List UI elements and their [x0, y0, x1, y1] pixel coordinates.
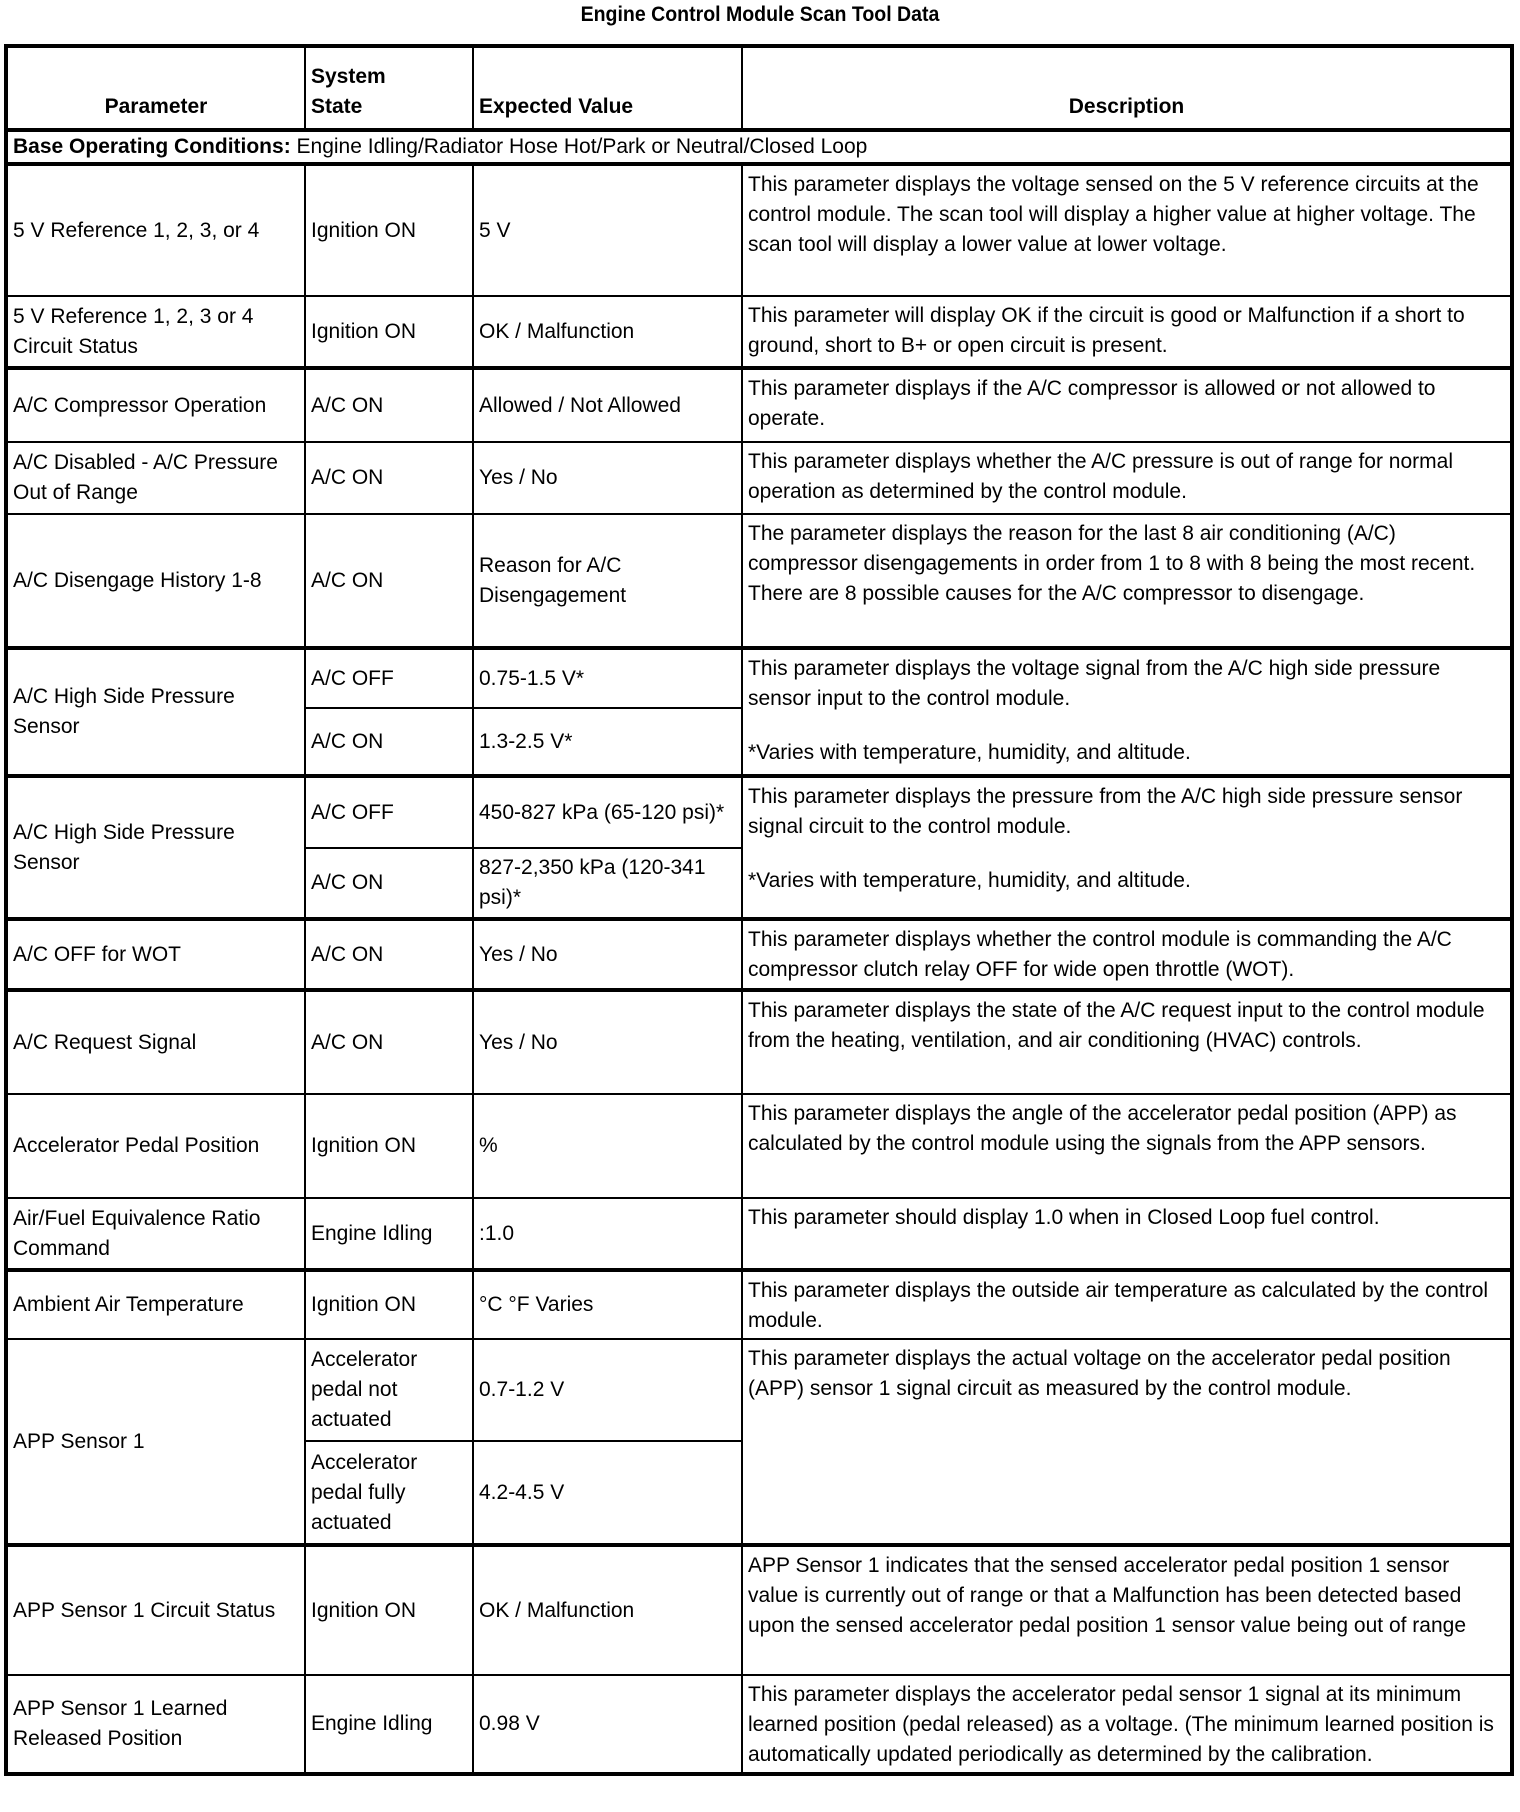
system-state-cell: Accelerator pedal not actuated — [305, 1339, 473, 1441]
description-cell — [742, 1675, 1512, 1774]
header-system-state-line1: System — [311, 65, 386, 88]
table-row — [6, 990, 1512, 1094]
table-row — [6, 1198, 1512, 1270]
expected-value-cell: 0.75-1.5 V* — [473, 648, 742, 708]
parameter-cell: A/C OFF for WOT — [6, 919, 305, 990]
expected-value-cell: Allowed / Not Allowed — [473, 368, 742, 442]
base-conditions-label: Base Operating Conditions: — [13, 135, 291, 158]
description-text: This parameter displays the pressure from the A/C high side pressure sensor signal circuit to the control module. — [748, 785, 1463, 838]
expected-value-cell: :1.0 — [473, 1198, 742, 1270]
description-text: This parameter displays the state of the A/C request input to the control module from the heating, ventilation, and air conditioning (HVAC) controls. — [748, 999, 1485, 1052]
system-state-cell: A/C OFF — [305, 776, 473, 848]
table-row — [6, 368, 1512, 442]
description-cell — [742, 990, 1512, 1094]
scan-tool-data-table — [4, 44, 1514, 1776]
system-state-cell: A/C ON — [305, 919, 473, 990]
description-cell — [742, 1198, 1512, 1270]
system-state-cell: Ignition ON — [305, 164, 473, 296]
table-row — [6, 648, 1512, 708]
system-state-cell: A/C ON — [305, 442, 473, 514]
system-state-cell: A/C ON — [305, 514, 473, 648]
table-row — [6, 164, 1512, 296]
description-text: This parameter displays the outside air temperature as calculated by the control module. — [748, 1279, 1489, 1332]
table-header-row — [6, 46, 1512, 130]
expected-value-cell: Reason for A/C Disengagement — [473, 514, 742, 648]
system-state-cell: Ignition ON — [305, 296, 473, 368]
system-state-cell: A/C ON — [305, 848, 473, 919]
header-system-state — [305, 46, 473, 130]
table-row — [6, 296, 1512, 368]
description-cell — [742, 442, 1512, 514]
system-state-cell: A/C ON — [305, 708, 473, 776]
description-text: APP Sensor 1 indicates that the sensed accelerator pedal position 1 sensor value is currently out of range or that a Malfunction has been detected based upon the sensed accelerator pedal position 1 sensor value being out of range — [748, 1554, 1466, 1637]
description-cell — [742, 164, 1512, 296]
system-state-cell: A/C ON — [305, 368, 473, 442]
parameter-cell: 5 V Reference 1, 2, 3 or 4 Circuit Status — [6, 296, 305, 368]
parameter-cell: APP Sensor 1 Learned Released Position — [6, 1675, 305, 1774]
description-note: *Varies with temperature, humidity, and altitude. — [748, 741, 1191, 764]
expected-value-cell: 5 V — [473, 164, 742, 296]
system-state-cell: Ignition ON — [305, 1545, 473, 1675]
table-row — [6, 1545, 1512, 1675]
spacer — [748, 842, 1505, 866]
table-row — [6, 514, 1512, 648]
description-cell — [742, 1545, 1512, 1675]
expected-value-cell: °C °F Varies — [473, 1270, 742, 1339]
expected-value-cell: OK / Malfunction — [473, 296, 742, 368]
description-text: This parameter displays the angle of the accelerator pedal position (APP) as calculated by the control module using the signals from the APP sensors. — [748, 1102, 1457, 1155]
parameter-cell: A/C High Side Pressure Sensor — [6, 776, 305, 919]
spacer — [748, 714, 1505, 738]
table-row — [6, 1339, 1512, 1441]
header-parameter: Parameter — [6, 46, 305, 130]
parameter-cell: APP Sensor 1 — [6, 1339, 305, 1545]
parameter-cell: A/C Disengage History 1-8 — [6, 514, 305, 648]
description-text: This parameter displays whether the control module is commanding the A/C compressor clutch relay OFF for wide open throttle (WOT). — [748, 928, 1452, 981]
table-row — [6, 1094, 1512, 1198]
expected-value-cell: Yes / No — [473, 919, 742, 990]
base-conditions-text: Engine Idling/Radiator Hose Hot/Park or Neutral/Closed Loop — [290, 135, 868, 158]
parameter-cell: A/C Compressor Operation — [6, 368, 305, 442]
system-state-cell: A/C ON — [305, 990, 473, 1094]
parameter-cell: Air/Fuel Equivalence Ratio Command — [6, 1198, 305, 1270]
expected-value-cell: Yes / No — [473, 990, 742, 1094]
parameter-cell: 5 V Reference 1, 2, 3, or 4 — [6, 164, 305, 296]
description-cell — [742, 514, 1512, 648]
base-conditions-row — [6, 130, 1512, 164]
expected-value-cell: 0.98 V — [473, 1675, 742, 1774]
expected-value-cell: 1.3-2.5 V* — [473, 708, 742, 776]
parameter-cell: APP Sensor 1 Circuit Status — [6, 1545, 305, 1675]
description-cell — [742, 919, 1512, 990]
system-state-cell: Engine Idling — [305, 1198, 473, 1270]
expected-value-cell: OK / Malfunction — [473, 1545, 742, 1675]
description-text: This parameter should display 1.0 when in Closed Loop fuel control. — [748, 1206, 1380, 1229]
system-state-cell: Accelerator pedal fully actuated — [305, 1441, 473, 1545]
expected-value-cell: 827-2,350 kPa (120-341 psi)* — [473, 848, 742, 919]
table-row — [6, 1675, 1512, 1774]
description-text: This parameter displays whether the A/C pressure is out of range for normal operation as determined by the control module. — [748, 450, 1453, 503]
system-state-cell: Ignition ON — [305, 1270, 473, 1339]
header-expected-value: Expected Value — [473, 46, 742, 130]
description-text: This parameter displays the accelerator pedal sensor 1 signal at its minimum learned position (pedal released) as a voltage. (The minimum learned position is automatically updated periodically as determined by the calibration. — [748, 1683, 1494, 1766]
base-conditions-cell — [6, 130, 1512, 164]
description-note: *Varies with temperature, humidity, and altitude. — [748, 869, 1191, 892]
table-row — [6, 776, 1512, 848]
description-text: The parameter displays the reason for the last 8 air conditioning (A/C) compressor disengagements in order from 1 to 8 with 8 being the most recent. There are 8 possible causes for the A/C compressor to disengage. — [748, 522, 1476, 605]
description-text: This parameter displays the voltage signal from the A/C high side pressure sensor input to the control module. — [748, 657, 1441, 710]
system-state-cell: Ignition ON — [305, 1094, 473, 1198]
parameter-cell: A/C High Side Pressure Sensor — [6, 648, 305, 776]
description-cell — [742, 1270, 1512, 1339]
expected-value-cell: 4.2-4.5 V — [473, 1441, 742, 1545]
description-text: This parameter displays if the A/C compressor is allowed or not allowed to operate. — [748, 377, 1436, 430]
expected-value-cell: 0.7-1.2 V — [473, 1339, 742, 1441]
parameter-cell: Ambient Air Temperature — [6, 1270, 305, 1339]
description-cell — [742, 1339, 1512, 1545]
description-text: This parameter displays the actual voltage on the accelerator pedal position (APP) sensor 1 signal circuit as measured by the control module. — [748, 1347, 1451, 1400]
table-row — [6, 1270, 1512, 1339]
system-state-cell: Engine Idling — [305, 1675, 473, 1774]
expected-value-cell: % — [473, 1094, 742, 1198]
description-cell — [742, 296, 1512, 368]
document-title: Engine Control Module Scan Tool Data — [580, 3, 940, 26]
description-cell — [742, 1094, 1512, 1198]
header-system-state-line2: State — [311, 95, 363, 118]
description-text: This parameter will display OK if the circuit is good or Malfunction if a short to ground, short to B+ or open circuit is present. — [748, 304, 1465, 357]
header-description: Description — [742, 46, 1512, 130]
parameter-cell: A/C Disabled - A/C Pressure Out of Range — [6, 442, 305, 514]
description-text: This parameter displays the voltage sensed on the 5 V reference circuits at the control module. The scan tool will display a higher value at higher voltage. The scan tool will display a lower value at lower voltage. — [748, 173, 1479, 256]
expected-value-cell: 450-827 kPa (65-120 psi)* — [473, 776, 742, 848]
table-row — [6, 442, 1512, 514]
system-state-cell: A/C OFF — [305, 648, 473, 708]
description-cell — [742, 648, 1512, 776]
expected-value-cell: Yes / No — [473, 442, 742, 514]
table-row — [6, 919, 1512, 990]
description-cell — [742, 368, 1512, 442]
parameter-cell: A/C Request Signal — [6, 990, 305, 1094]
description-cell — [742, 776, 1512, 919]
parameter-cell: Accelerator Pedal Position — [6, 1094, 305, 1198]
